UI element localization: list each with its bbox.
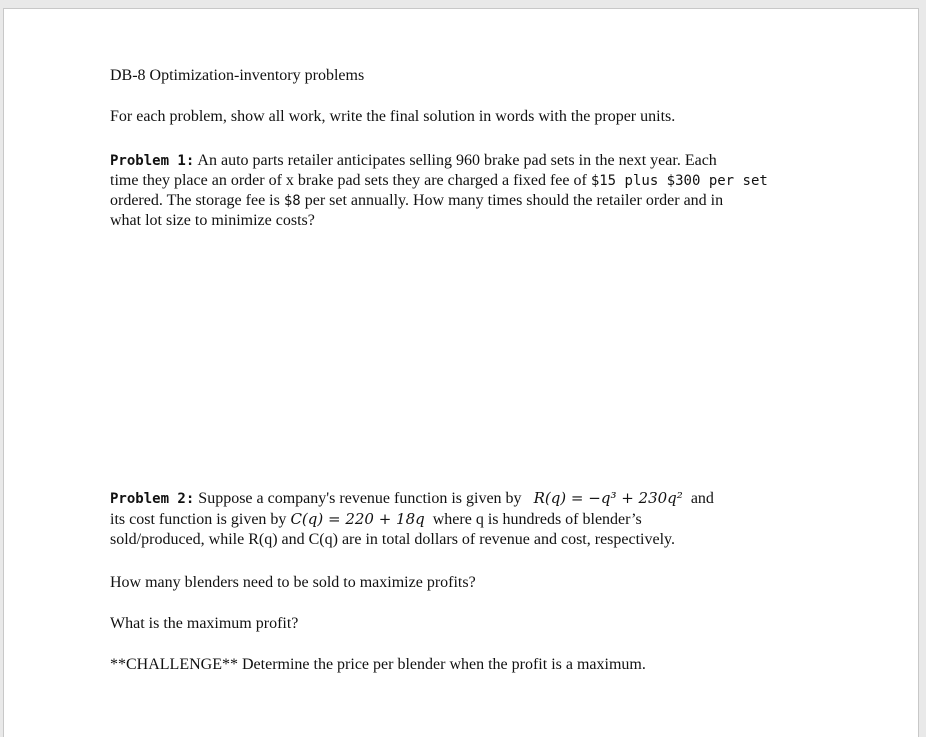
problem1-text-2b: $15 plus $300 per set xyxy=(590,173,768,189)
problem1-text-2a: time they place an order of x brake pad sets they are charged a fixed fee of xyxy=(110,172,587,189)
problem1-text-3c: per set annually. How many times should the retailer order and in xyxy=(304,192,724,209)
problem1-label: Problem 1: xyxy=(110,153,195,169)
problem2-line1 xyxy=(110,488,714,509)
document-page xyxy=(3,8,919,737)
problem2-challenge: **CHALLENGE** Determine the price per blender when the profit is a maximum. xyxy=(110,656,646,673)
problem1-line1 xyxy=(110,151,717,171)
problem1-line4: what lot size to minimize costs? xyxy=(110,212,315,229)
problem1-text-1: An auto parts retailer anticipates selling 960 brake pad sets in the next year. Each xyxy=(197,152,717,169)
problem2-text-1b: and xyxy=(690,490,714,507)
problem2-text-1a: Suppose a company's revenue function is given by xyxy=(198,490,522,507)
problem2-label: Problem 2: xyxy=(110,491,195,507)
revenue-function: R(q) = −q³ + 230q² xyxy=(533,489,683,507)
problem2-question2: What is the maximum profit? xyxy=(110,615,299,632)
problem1-text-3b: $8 xyxy=(283,193,301,209)
problem2-text-2a: its cost function is given by xyxy=(110,511,287,528)
instructions-text: For each problem, show all work, write the final solution in words with the proper units. xyxy=(110,108,676,125)
problem2-line2 xyxy=(110,509,642,530)
problem1-line3 xyxy=(110,191,723,211)
document-title: DB-8 Optimization-inventory problems xyxy=(110,67,365,84)
problem2-question1: How many blenders need to be sold to maximize profits? xyxy=(110,574,476,591)
problem1-text-3a: ordered. The storage fee is xyxy=(110,192,280,209)
problem2-text-2b: where q is hundreds of blender’s xyxy=(432,511,642,528)
problem2-line3: sold/produced, while R(q) and C(q) are in total dollars of revenue and cost, respectively. xyxy=(110,531,676,548)
problem1-line2 xyxy=(110,171,768,191)
cost-function: C(q) = 220 + 18q xyxy=(290,510,425,528)
